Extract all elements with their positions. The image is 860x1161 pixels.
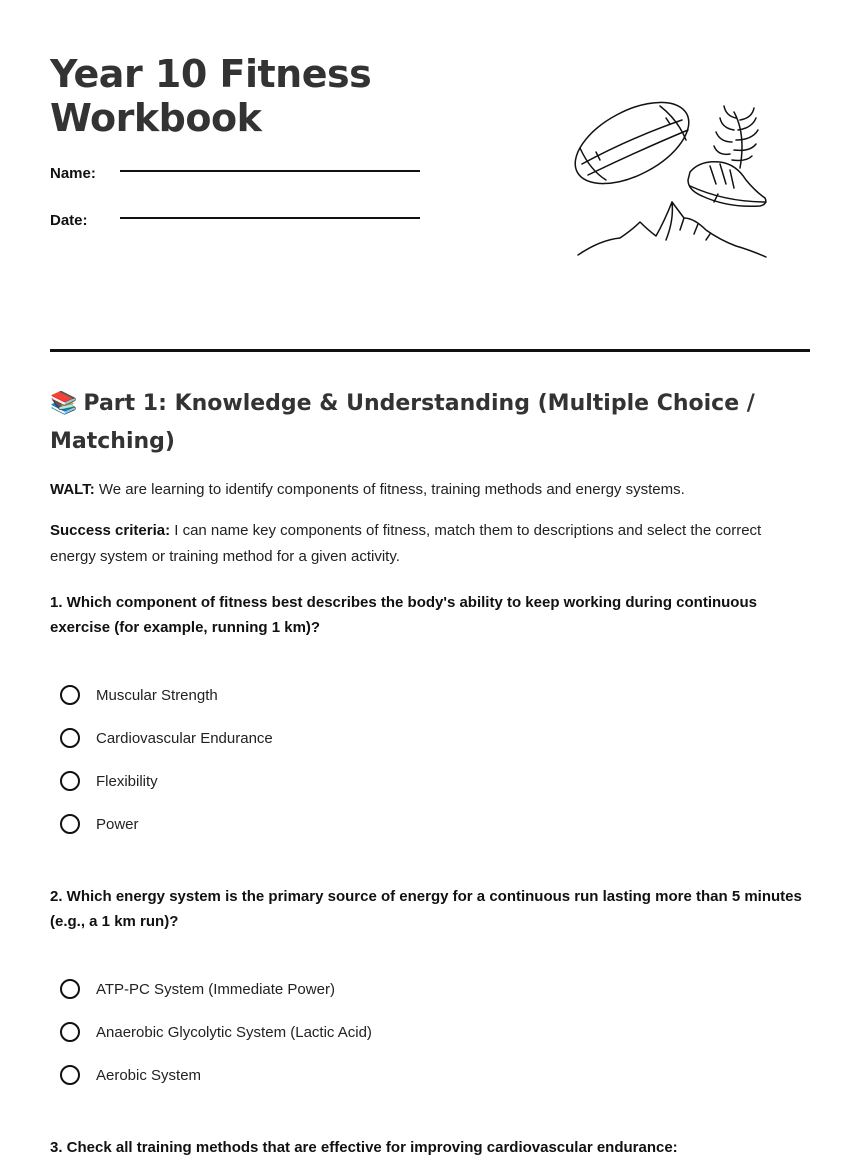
radio-button[interactable] bbox=[60, 685, 80, 705]
part-1-title-text: Part 1: Knowledge & Understanding (Multiple Choice / Matching) bbox=[50, 391, 755, 454]
q1-option-4[interactable] bbox=[60, 811, 139, 837]
q2-option-1[interactable] bbox=[60, 976, 335, 1002]
question-1: 1. Which component of fitness best describes the body's ability to keep working during continuous exercise (for example, running 1 km)? bbox=[50, 594, 757, 636]
success-criteria-text: I can name key components of fitness, match them to descriptions and select the correct energy system or training method for a given activity. bbox=[50, 522, 762, 565]
q2-option-1-label: ATP-PC System (Immediate Power) bbox=[96, 980, 335, 998]
radio-button[interactable] bbox=[60, 979, 80, 999]
title-line-1: Year 10 Fitness bbox=[50, 52, 372, 96]
q1-option-2[interactable] bbox=[60, 725, 273, 751]
radio-button[interactable] bbox=[60, 771, 80, 791]
radio-button[interactable] bbox=[60, 1065, 80, 1085]
q1-option-2-label: Cardiovascular Endurance bbox=[96, 729, 273, 747]
q1-option-1-label: Muscular Strength bbox=[96, 686, 218, 704]
q2-option-2[interactable] bbox=[60, 1019, 372, 1045]
date-field[interactable] bbox=[120, 217, 420, 219]
workbook-title bbox=[50, 52, 371, 140]
q1-option-3[interactable] bbox=[60, 768, 158, 794]
question-2: 2. Which energy system is the primary source of energy for a continuous run lasting more than 5 minutes (e.g., a 1 km run)? bbox=[50, 888, 802, 930]
radio-button[interactable] bbox=[60, 1022, 80, 1042]
q1-option-1[interactable] bbox=[60, 682, 218, 708]
question-3: 3. Check all training methods that are effective for improving cardiovascular endurance: bbox=[50, 1139, 678, 1156]
q1-option-3-label: Flexibility bbox=[96, 772, 158, 790]
part-1-title bbox=[50, 385, 770, 461]
walt-text: We are learning to identify components of fitness, training methods and energy systems. bbox=[94, 481, 685, 498]
q2-option-3[interactable] bbox=[60, 1062, 201, 1088]
radio-button[interactable] bbox=[60, 728, 80, 748]
q2-option-2-label: Anaerobic Glycolytic System (Lactic Acid) bbox=[96, 1023, 372, 1041]
q2-option-3-label: Aerobic System bbox=[96, 1066, 202, 1084]
name-field[interactable] bbox=[120, 170, 420, 172]
date-label: Date: bbox=[50, 212, 88, 229]
radio-button[interactable] bbox=[60, 814, 80, 834]
success-criteria-label: Success criteria: bbox=[50, 522, 171, 539]
title-line-2: Workbook bbox=[50, 96, 262, 140]
winged-shoe-icon bbox=[688, 106, 766, 206]
q1-option-4-label: Power bbox=[96, 815, 139, 833]
mountain-icon bbox=[578, 202, 766, 257]
walt-label: WALT: bbox=[50, 481, 95, 498]
rugby-ball-icon bbox=[562, 100, 702, 200]
section-divider bbox=[50, 349, 810, 352]
fitness-illustration bbox=[560, 100, 780, 270]
books-icon: 📚 bbox=[50, 391, 78, 416]
name-label: Name: bbox=[50, 165, 96, 182]
success-criteria bbox=[50, 518, 810, 570]
walt-statement bbox=[50, 477, 810, 503]
